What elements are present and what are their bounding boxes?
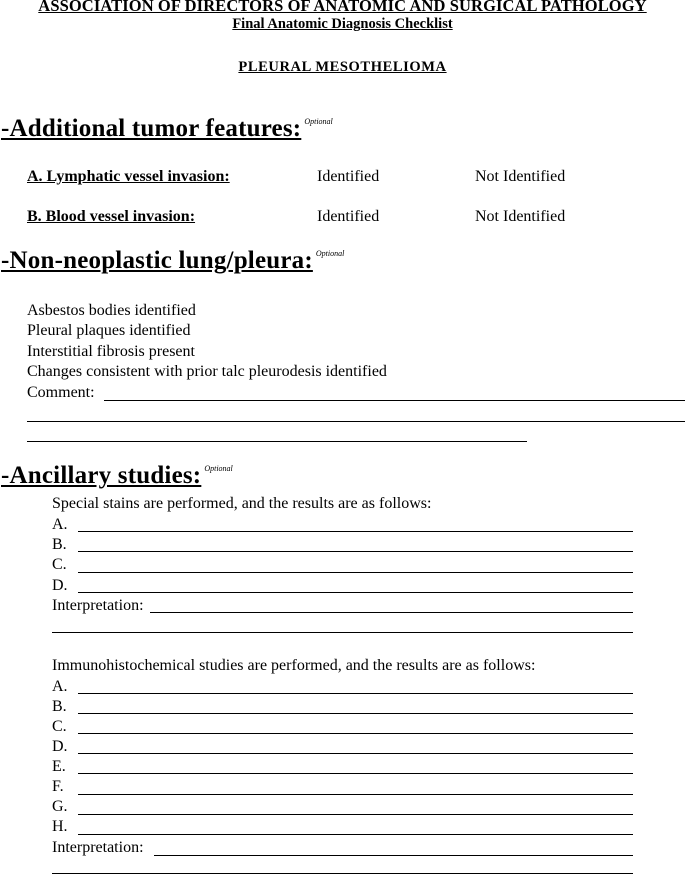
special-interpretation-line[interactable]: [150, 612, 633, 613]
special-stain-letter: A.: [52, 516, 68, 533]
ihc-line[interactable]: [78, 834, 633, 835]
special-interpretation-label: Interpretation:: [52, 597, 144, 614]
ihc-line[interactable]: [78, 814, 633, 815]
ihc-line[interactable]: [78, 794, 633, 795]
special-stain-letter: D.: [52, 577, 68, 594]
ihc-letter: B.: [52, 698, 67, 715]
ihc-letter: C.: [52, 718, 67, 735]
special-stains-intro: Special stains are performed, and the results are as follows:: [52, 495, 432, 512]
lymphatic-not-identified-option[interactable]: Not Identified: [475, 168, 566, 185]
ihc-letter: A.: [52, 678, 68, 695]
comment-line[interactable]: [27, 441, 527, 442]
lymphatic-identified-option[interactable]: Identified: [317, 168, 380, 185]
section-heading-text: -Non-neoplastic lung/pleura:: [1, 247, 313, 274]
document-title: PLEURAL MESOTHELIOMA: [238, 59, 447, 75]
ihc-line[interactable]: [78, 693, 633, 694]
ihc-line[interactable]: [78, 753, 633, 754]
section-heading-text: -Additional tumor features:: [1, 115, 302, 142]
blood-vessel-identified-option[interactable]: Identified: [317, 208, 380, 225]
ihc-interpretation-label: Interpretation:: [52, 839, 144, 856]
special-stain-line[interactable]: [78, 531, 633, 532]
comment-label: Comment:: [27, 384, 95, 401]
ihc-line[interactable]: [78, 713, 633, 714]
ihc-interpretation-line[interactable]: [52, 873, 633, 874]
lymphatic-invasion-label: A. Lymphatic vessel invasion:: [27, 168, 230, 185]
special-stain-line[interactable]: [78, 551, 633, 552]
special-stain-line[interactable]: [78, 592, 633, 593]
talc-pleurodesis-item[interactable]: Changes consistent with prior talc pleurodesis identified: [27, 363, 387, 380]
section-heading-ancillary-studies: [1, 462, 233, 490]
section-heading-additional-features: [1, 115, 333, 143]
pleural-plaques-item[interactable]: Pleural plaques identified: [27, 322, 191, 339]
asbestos-bodies-item[interactable]: Asbestos bodies identified: [27, 302, 196, 319]
section-heading-non-neoplastic: [1, 247, 344, 275]
ihc-line[interactable]: [78, 773, 633, 774]
special-interpretation-line[interactable]: [52, 632, 633, 633]
special-stain-letter: B.: [52, 536, 67, 553]
ihc-letter: D.: [52, 738, 68, 755]
ihc-letter: G.: [52, 798, 68, 815]
ihc-letter: E.: [52, 758, 66, 775]
optional-label: Optional: [304, 117, 333, 126]
optional-label: Optional: [204, 464, 233, 473]
special-stain-letter: C.: [52, 556, 67, 573]
special-stain-line[interactable]: [78, 572, 633, 573]
checklist-subtitle: Final Anatomic Diagnosis Checklist: [232, 16, 453, 32]
section-heading-text: -Ancillary studies:: [1, 462, 202, 489]
association-header: ASSOCIATION OF DIRECTORS OF ANATOMIC AND SURGICAL PATHOLOGY: [38, 0, 647, 15]
ihc-letter: F.: [52, 778, 64, 795]
ihc-intro: Immunohistochemical studies are performed, and the results are as follows:: [52, 657, 536, 674]
comment-line[interactable]: [27, 421, 685, 422]
ihc-line[interactable]: [78, 733, 633, 734]
ihc-interpretation-line[interactable]: [154, 855, 633, 856]
optional-label: Optional: [315, 249, 345, 258]
blood-vessel-not-identified-option[interactable]: Not Identified: [475, 208, 566, 225]
comment-line[interactable]: [104, 400, 685, 401]
interstitial-fibrosis-item[interactable]: Interstitial fibrosis present: [27, 343, 195, 360]
ihc-letter: H.: [52, 818, 68, 835]
blood-vessel-invasion-label: B. Blood vessel invasion:: [27, 208, 196, 225]
